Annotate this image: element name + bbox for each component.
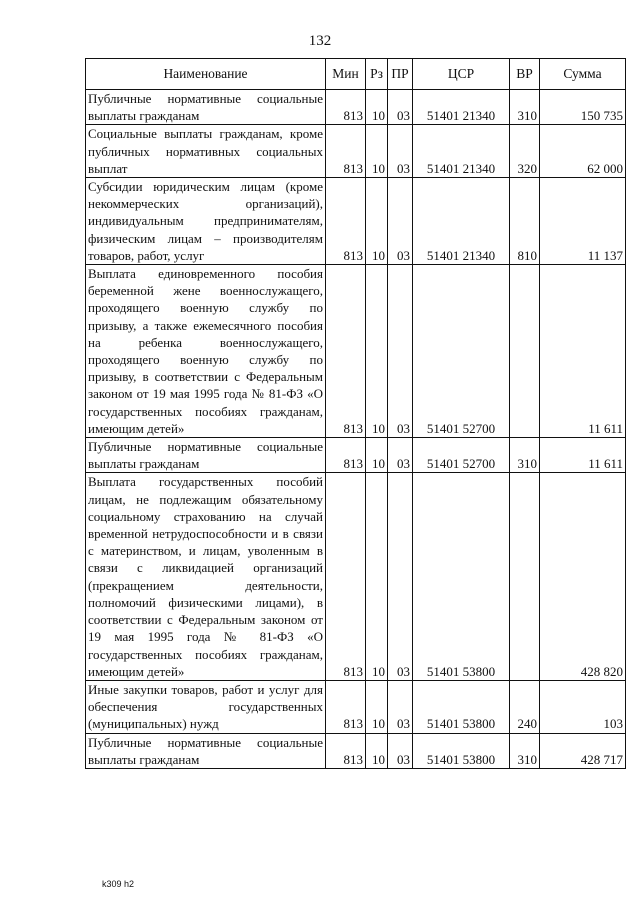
cell-csr: 51401 21340	[413, 125, 510, 178]
cell-sum: 103	[540, 680, 626, 733]
cell-vr: 310	[510, 90, 540, 125]
footer-code: k309 h2	[102, 879, 135, 889]
cell-csr: 51401 52700	[413, 438, 510, 473]
cell-min: 813	[326, 90, 366, 125]
cell-csr: 51401 52700	[413, 265, 510, 438]
cell-rz: 10	[366, 473, 388, 680]
cell-sum: 11 611	[540, 265, 626, 438]
cell-pr: 03	[388, 265, 413, 438]
cell-name: Публичные нормативные социальные выплаты гражданам	[86, 90, 326, 125]
table-row	[86, 733, 626, 768]
cell-csr: 51401 53800	[413, 473, 510, 680]
cell-csr: 51401 53800	[413, 733, 510, 768]
budget-table	[85, 58, 626, 769]
cell-sum: 11 137	[540, 178, 626, 265]
cell-name: Выплата государственных пособий лицам, не подлежащим обязательному социальному страхованию на случай временной нетрудоспособности и в связи с материнством, и лицам, уволенным в связи с ликвидацией организаций (прекращением деятельности, полномочий физическими лицами), в соответствии с Федеральным законом от 19 мая 1995 года № 81-ФЗ «О государственных пособиях гражданам, имеющим детей»	[86, 473, 326, 680]
cell-csr: 51401 21340	[413, 90, 510, 125]
table-row	[86, 680, 626, 733]
cell-rz: 10	[366, 733, 388, 768]
cell-pr: 03	[388, 90, 413, 125]
cell-pr: 03	[388, 680, 413, 733]
column-header-sum: Сумма	[540, 59, 626, 90]
cell-vr: 310	[510, 733, 540, 768]
cell-vr: 310	[510, 438, 540, 473]
table-row	[86, 178, 626, 265]
column-header-min: Мин	[326, 59, 366, 90]
cell-sum: 62 000	[540, 125, 626, 178]
cell-rz: 10	[366, 178, 388, 265]
cell-sum: 11 611	[540, 438, 626, 473]
cell-rz: 10	[366, 90, 388, 125]
cell-min: 813	[326, 178, 366, 265]
cell-pr: 03	[388, 178, 413, 265]
cell-min: 813	[326, 473, 366, 680]
table-row	[86, 438, 626, 473]
column-header-name: Наименование	[86, 59, 326, 90]
cell-name: Социальные выплаты гражданам, кроме публичных нормативных социальных выплат	[86, 125, 326, 178]
column-header-rz: Рз	[366, 59, 388, 90]
cell-pr: 03	[388, 733, 413, 768]
cell-vr: 240	[510, 680, 540, 733]
cell-name: Публичные нормативные социальные выплаты гражданам	[86, 733, 326, 768]
column-header-pr: ПР	[388, 59, 413, 90]
cell-pr: 03	[388, 473, 413, 680]
cell-rz: 10	[366, 680, 388, 733]
cell-pr: 03	[388, 125, 413, 178]
cell-min: 813	[326, 438, 366, 473]
page-number: 132	[308, 33, 332, 49]
cell-min: 813	[326, 680, 366, 733]
table-row	[86, 125, 626, 178]
cell-name: Иные закупки товаров, работ и услуг для обеспечения государственных (муниципальных) нужд	[86, 680, 326, 733]
cell-min: 813	[326, 125, 366, 178]
table-row	[86, 90, 626, 125]
cell-min: 813	[326, 733, 366, 768]
cell-csr: 51401 21340	[413, 178, 510, 265]
cell-vr	[510, 265, 540, 438]
cell-name: Субсидии юридическим лицам (кроме некоммерческих организаций), индивидуальным предпринимателям, физическим лицам – производителям товаров, работ, услуг	[86, 178, 326, 265]
column-header-vr: ВР	[510, 59, 540, 90]
table-row	[86, 473, 626, 680]
cell-rz: 10	[366, 265, 388, 438]
cell-rz: 10	[366, 125, 388, 178]
cell-pr: 03	[388, 438, 413, 473]
column-header-csr: ЦСР	[413, 59, 510, 90]
cell-sum: 428 717	[540, 733, 626, 768]
cell-vr: 320	[510, 125, 540, 178]
cell-rz: 10	[366, 438, 388, 473]
cell-csr: 51401 53800	[413, 680, 510, 733]
cell-vr	[510, 473, 540, 680]
cell-sum: 428 820	[540, 473, 626, 680]
cell-min: 813	[326, 265, 366, 438]
table-row	[86, 265, 626, 438]
cell-name: Публичные нормативные социальные выплаты гражданам	[86, 438, 326, 473]
cell-name: Выплата единовременного пособия беременной жене военнослужащего, проходящего военную службу по призыву, а также ежемесячного пособия на ребенка военнослужащего, проходящего военную службу по призыву, в соответствии с Федеральным законом от 19 мая 1995 года № 81-ФЗ «О государственных пособиях гражданам, имеющим детей»	[86, 265, 326, 438]
cell-vr: 810	[510, 178, 540, 265]
cell-sum: 150 735	[540, 90, 626, 125]
table-header-row	[86, 59, 626, 90]
